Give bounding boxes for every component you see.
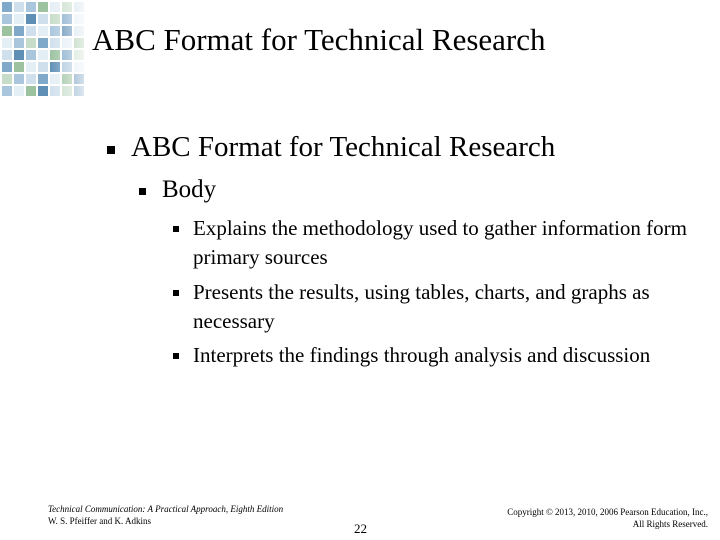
decorative-tile [62,2,72,12]
page-number: 22 [354,521,367,536]
footer-book-info [48,503,283,527]
decorative-tile [26,74,36,84]
decorative-tile-grid [0,0,84,100]
bullet-level3 [173,226,179,232]
decorative-tile [14,2,24,12]
decorative-tile [62,38,72,48]
slide-title: ABC Format for Technical Research [92,22,546,57]
decorative-tile [14,86,24,96]
decorative-tile [38,14,48,24]
decorative-tile [50,2,60,12]
decorative-tile [74,2,84,12]
decorative-tile [50,86,60,96]
bullet-level1 [107,146,115,154]
decorative-tile [38,86,48,96]
decorative-tile [2,26,12,36]
decorative-tile [74,74,84,84]
bullet-text-level3: Explains the methodology used to gather information form primary sources [193,216,687,269]
bullet-text-level2: Body [162,176,217,203]
decorative-tile [50,26,60,36]
decorative-tile [26,26,36,36]
decorative-tile [62,86,72,96]
decorative-tile [26,38,36,48]
decorative-tile [62,50,72,60]
bullet-level3 [173,290,179,296]
decorative-tile [14,38,24,48]
decorative-tile [38,38,48,48]
copyright-line2: All Rights Reserved. [632,519,708,529]
decorative-tile [26,62,36,72]
decorative-tile [2,62,12,72]
decorative-tile [14,62,24,72]
decorative-tile [26,14,36,24]
decorative-tile [74,38,84,48]
bullet-text-level1: ABC Format for Technical Research [131,131,556,163]
decorative-tile [38,74,48,84]
decorative-tile [38,50,48,60]
decorative-tile [14,50,24,60]
bullet-text-level3: Interprets the findings through analysis and discussion [193,343,651,367]
footer-copyright [507,506,708,530]
decorative-tile [74,14,84,24]
decorative-tile [74,62,84,72]
decorative-tile [62,62,72,72]
decorative-tile [74,86,84,96]
decorative-tile [50,14,60,24]
decorative-tile [50,74,60,84]
decorative-tile [62,74,72,84]
decorative-tile [14,74,24,84]
decorative-tile [2,2,12,12]
decorative-tile [62,14,72,24]
decorative-tile [14,26,24,36]
footer-book-title: Technical Communication: A Practical Approach, Eighth Edition [48,504,284,514]
decorative-tile [2,38,12,48]
decorative-tile [26,2,36,12]
decorative-tile [74,26,84,36]
bullet-level2 [139,188,146,195]
decorative-tile [14,14,24,24]
decorative-tile [74,50,84,60]
decorative-tile [26,86,36,96]
footer-authors: W. S. Pfeiffer and K. Adkins [48,516,151,526]
decorative-tile [2,86,12,96]
decorative-tile [50,62,60,72]
bullet-text-level3: Presents the results, using tables, charts, and graphs as necessary [193,280,650,333]
decorative-tile [2,74,12,84]
decorative-tile [2,50,12,60]
decorative-tile [50,38,60,48]
copyright-line1: Copyright © 2013, 2010, 2006 Pearson Education, Inc., [507,507,708,517]
decorative-tile [2,14,12,24]
decorative-tile [26,50,36,60]
decorative-tile [38,2,48,12]
decorative-tile [38,62,48,72]
decorative-tile [50,50,60,60]
decorative-tile [38,26,48,36]
decorative-tile [62,26,72,36]
bullet-level3 [173,353,179,359]
